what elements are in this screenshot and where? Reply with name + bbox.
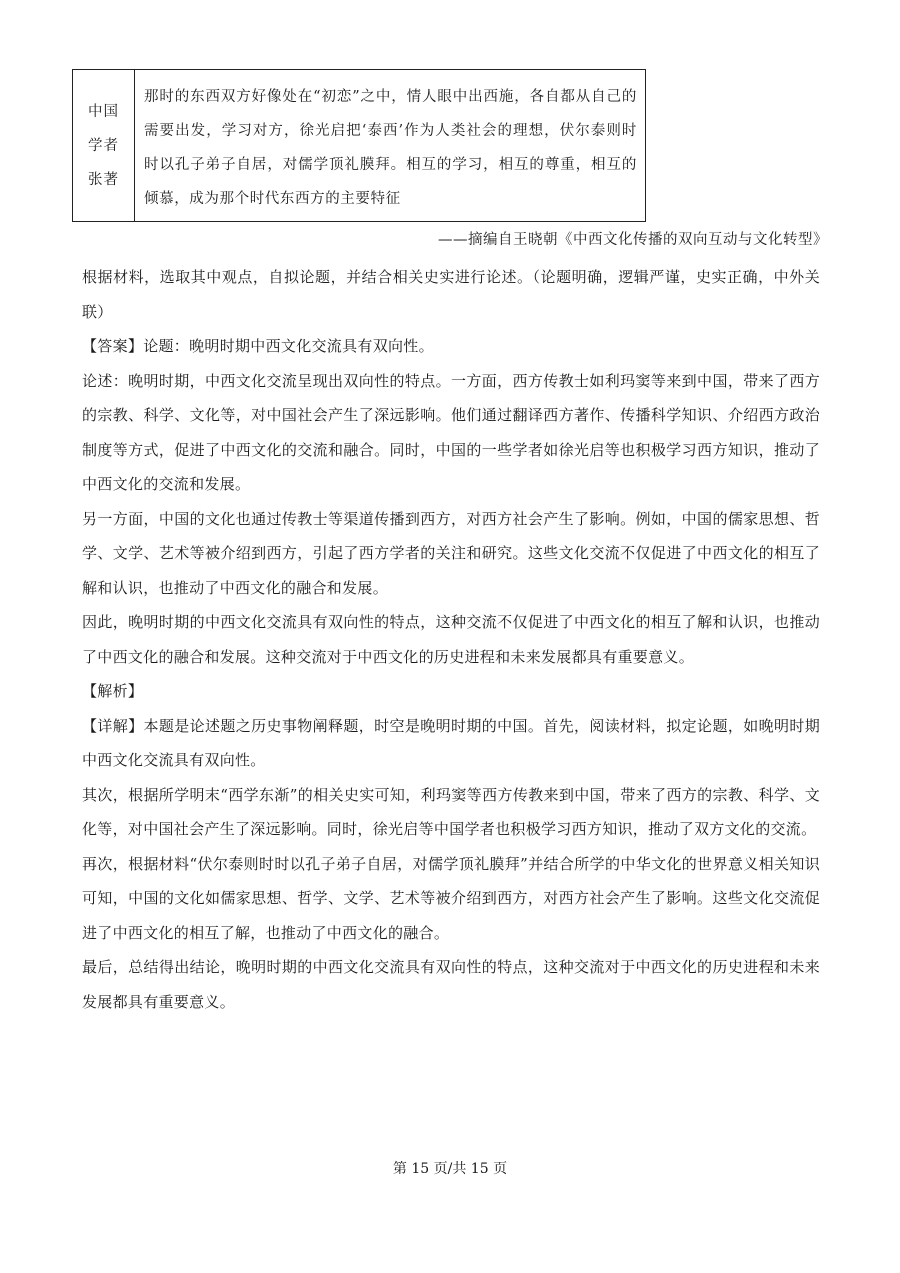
analysis-paragraph: 【详解】本题是论述题之历史事物阐释题，时空是晚明时期的中国。首先，阅读材料，拟定论题，如晚明时期中西文化交流具有双向性。 — [82, 716, 820, 769]
page-footer: 第 15 页/共 15 页 — [392, 1161, 508, 1177]
analysis-paragraph: 其次，根据所学明末“西学东渐”的相关史实可知，利玛窦等西方传教来到中国，带来了西方的宗教、科学、文化等，对中国社会产生了深远影响。同时，徐光启等中国学者也积极学习西方知识，推动了双方文化的交流。 — [82, 785, 820, 838]
question-text: 根据材料，选取其中观点，自拟论题，并结合相关史实进行论述。（论题明确，逻辑严谨，史实正确，中外关联） — [82, 268, 820, 321]
analysis-paragraph: 最后，总结得出结论，晚明时期的中西文化交流具有双向性的特点，这种交流对于中西文化的历史进程和未来发展都具有重要意义。 — [82, 958, 820, 1011]
answer-thesis: 【答案】论题：晚明时期中西文化交流具有双向性。 — [82, 337, 434, 355]
analysis-heading: 【解析】 — [82, 682, 144, 700]
quote-table — [72, 69, 646, 222]
quote-source-line: 中国 — [88, 103, 119, 120]
answer-paragraph: 因此，晚明时期的中西文化交流具有双向性的特点，这种交流不仅促进了中西文化的相互了解和认识，也推动了中西文化的融合和发展。这种交流对于中西文化的历史进程和未来发展都具有重要意义。 — [82, 613, 820, 666]
body-text — [82, 260, 820, 1019]
analysis-paragraph: 再次，根据材料“伏尔泰则时时以孔子弟子自居，对儒学顶礼膜拜”并结合所学的中华文化的世界意义相关知识可知，中国的文化如儒家思想、哲学、文学、艺术等被介绍到西方，对西方社会产生了影响。这些文化交流促进了中西文化的相互了解，也推动了中西文化的融合。 — [82, 854, 820, 942]
quote-source-line: 学者 — [88, 137, 119, 154]
quote-text: 那时的东西双方好像处在“初恋”之中，情人眼中出西施，各自都从自己的需要出发，学习对方，徐光启把‘泰西’作为人类社会的理想，伏尔泰则时时以孔子弟子自居，对儒学顶礼膜拜。相互的学习，相互的尊重，相互的倾慕，成为那个时代东西方的主要特征 — [144, 89, 637, 207]
quote-source-line: 张著 — [88, 171, 119, 188]
answer-paragraph: 另一方面，中国的文化也通过传教士等渠道传播到西方，对西方社会产生了影响。例如，中国的儒家思想、哲学、文学、艺术等被介绍到西方，引起了西方学者的关注和研究。这些文化交流不仅促进了中西文化的相互了解和认识，也推动了中西文化的融合和发展。 — [82, 509, 820, 597]
quote-source-cell — [73, 70, 135, 221]
answer-paragraph: 论述：晚明时期，中西文化交流呈现出双向性的特点。一方面，西方传教士如利玛窦等来到中国，带来了西方的宗教、科学、文化等，对中国社会产生了深远影响。他们通过翻译西方著作、传播科学知识、介绍西方政治制度等方式，促进了中西文化的交流和融合。同时，中国的一些学者如徐光启等也积极学习西方知识，推动了中西文化的交流和发展。 — [82, 371, 820, 493]
citation: ——摘编自王晓朝《中西文化传播的双向互动与文化转型》 — [438, 232, 828, 248]
